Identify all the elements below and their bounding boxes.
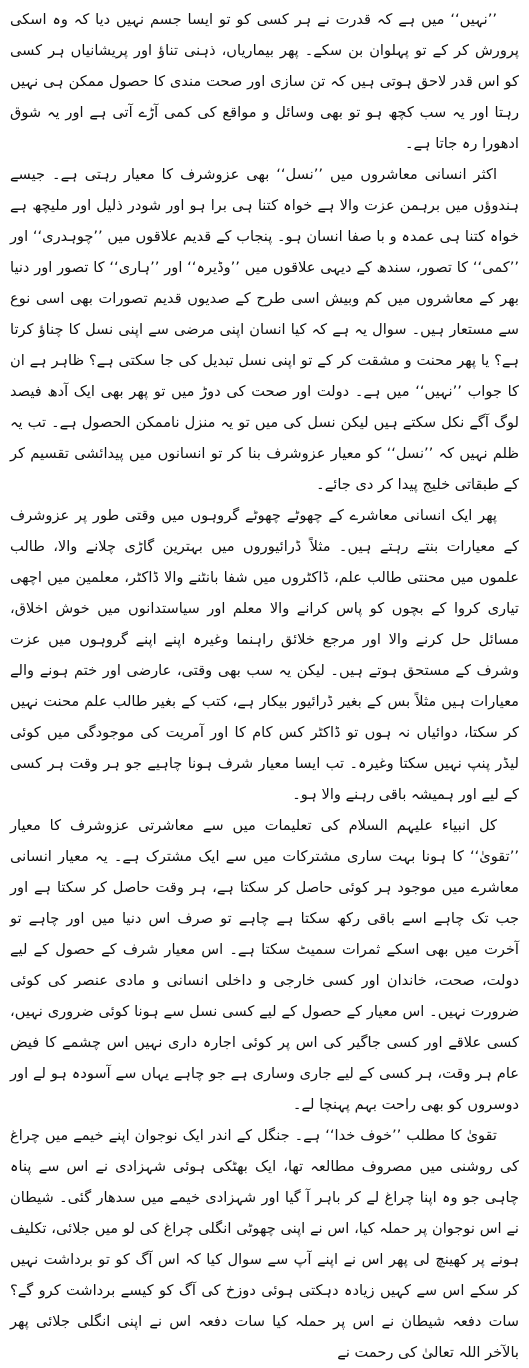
- paragraph-fear-of-god-story: تقویٰ کا مطلب ’’خوف خدا‘‘ ہے۔ جنگل کے اندر ایک نوجوان اپنے خیمے میں چراغ کی روشنی میں مصروف مطالعہ تھا، ایک بھٹکی ہوئی شہزادی نے اس سے پناہ چاہی جو وہ اپنا چراغ لے کر باہر آ گیا اور شہزادی خیمے میں سدھار گئی۔ شیطان نے اس نوجوان پر حملہ کیا، اس نے اپنی چھوٹی انگلی چراغ کی لو میں جلائی، تکلیف ہونے پر کھینچ لی پھر اس نے اپنے آپ سے سوال کیا کہ اس آگ کو تو برداشت نہیں کر سکے اس سے کہیں زیادہ دہکتی ہوئی دوزخ کی آگ کو کیسے برداشت کرو گے؟ سات دفعہ شیطان نے اس پر حملہ کیا سات دفعہ اس نے اپنی انگلی جلائی پھر بالآخر اللہ تعالیٰ کی رحمت نے: [10, 1127, 519, 1361]
- paragraph-lineage: اکثر انسانی معاشروں میں ’’نسل‘‘ بھی عزوشرف کا معیار رہتی ہے۔ جیسے ہندوؤں میں برہمن عزت والا ہے خواہ کتنا ہی برا ہو اور شودر ذلیل اور ملیچھ ہے خواہ کتنا ہی عمدہ و با صفا انسان ہو۔ پنجاب کے قدیم علاقوں میں ’’چوہدری‘‘ اور ’’کمی‘‘ کا تصور، سندھ کے دیہی علاقوں میں ’’وڈیرہ‘‘ اور ’’ہاری‘‘ کا تصور اور دنیا بھر کے معاشروں میں کم وبیش اسی طرح کے صدیوں قدیم تصورات بھی اسی نوع سے مستعار ہیں۔ سوال یہ ہے کہ کیا انسان اپنی مرضی سے اپنی نسل کا چناؤ کرتا ہے؟ یا پھر محنت و مشقت کر کے تو اپنی نسل تبدیل کی جا سکتی ہے؟ ظاہر ہے ان کا جواب ’’نہیں‘‘ میں ہے۔ دولت اور صحت کی دوڑ میں تو پھر بھی ایک آدھ فیصد لوگ آگے نکل سکتے ہیں لیکن نسل کی میں تو یہ منزل ناممکن الحصول ہے۔ تب یہ ظلم نہیں کہ ’’نسل‘‘ کو معیار عزوشرف بنا کر تو انسانوں میں پیدائشی تقسیم کر کے طبقاتی خلیج پیدا کر دی جائے۔: [10, 166, 519, 493]
- urdu-article: [10, 4, 519, 1368]
- paragraph-body-strength: ’’نہیں‘‘ میں ہے کہ قدرت نے ہر کسی کو تو ایسا جسم نہیں دیا کہ وہ اسکی پرورش کر کے تو پہلوان بن سکے۔ پھر بیماریاں، ذہنی تناؤ اور پریشانیاں ہر کسی کو اس قدر لاحق ہوتی ہیں کہ تن سازی اور صحت مندی کا حصول ممکن ہی نہیں رہتا اور یہ سب کچھ ہو تو بھی وسائل و مواقع کی کمی آڑے آتی ہے اور یہ شوق ادھورا رہ جاتا ہے۔: [10, 11, 519, 152]
- paragraph-taqwa-standard: کل انبیاء علیہم السلام کی تعلیمات میں سے معاشرتی عزوشرف کا معیار ’’تقویٰ‘‘ کا ہونا بہت ساری مشترکات میں سے ایک مشترک ہے۔ یہ معیار انسانی معاشرے میں موجود ہر کوئی حاصل کر سکتا ہے، ہر وقت حاصل کر سکتا ہے اور جب تک چاہے اسے باقی رکھ سکتا ہے چاہے تو صرف اس دنیا میں اور چاہے تو آخرت میں بھی اسکے ثمرات سمیٹ سکتا ہے۔ اس معیار شرف کے حصول کے لیے دولت، صحت، خاندان اور کسی خارجی و داخلی انسانی و مادی عنصر کی کوئی ضرورت نہیں۔ اس معیار کے حصول کے لیے کسی نسل سے ہونا کوئی ضروری نہیں، کسی علاقے اور کسی جاگیر کی اس پر کوئی اجارہ داری نہیں اس چشمے کا فیض عام ہر وقت، ہر کسی کے لیے جاری وساری ہے جو چاہے یہاں سے آسودہ ہو لے اور دوسروں کو بھی راحت بہم پہنچا لے۔: [10, 817, 519, 1113]
- paragraph-group-standards: پھر ایک انسانی معاشرے کے چھوٹے چھوٹے گروہوں میں وقتی طور پر عزوشرف کے معیارات بنتے رہتے ہیں۔ مثلاً ڈرائیوروں میں بہترین گاڑی چلانے والا، طالب علموں میں محنتی طالب علم، ڈاکٹروں میں شفا بانٹنے والا ڈاکٹر، معلمین میں اچھی تیاری کروا کے بچوں کو پاس کرانے والا معلم اور سیاستدانوں میں خوش اخلاق، مسائل حل کرنے والا اور مرجع خلائق راہنما وغیرہ اپنے اپنے گروہوں میں عزت وشرف کے مستحق ہوتے ہیں۔ لیکن یہ سب بھی وقتی، عارضی اور ختم ہونے والے معیارات ہیں مثلاً بس کے بغیر ڈرائیور بیکار ہے، کتب کے بغیر طالب علم محنت نہیں کر سکتا، دوائیاں نہ ہوں تو ڈاکٹر کس کام کا اور آمریت کی موجودگی میں کوئی لیڈر پنپ نہیں سکتا وغیرہ۔ تب ایسا معیار شرف ہونا چاہیے جو ہر وقت ہر کسی کے لیے اور ہمیشہ باقی رہنے والا ہو۔: [10, 507, 519, 803]
